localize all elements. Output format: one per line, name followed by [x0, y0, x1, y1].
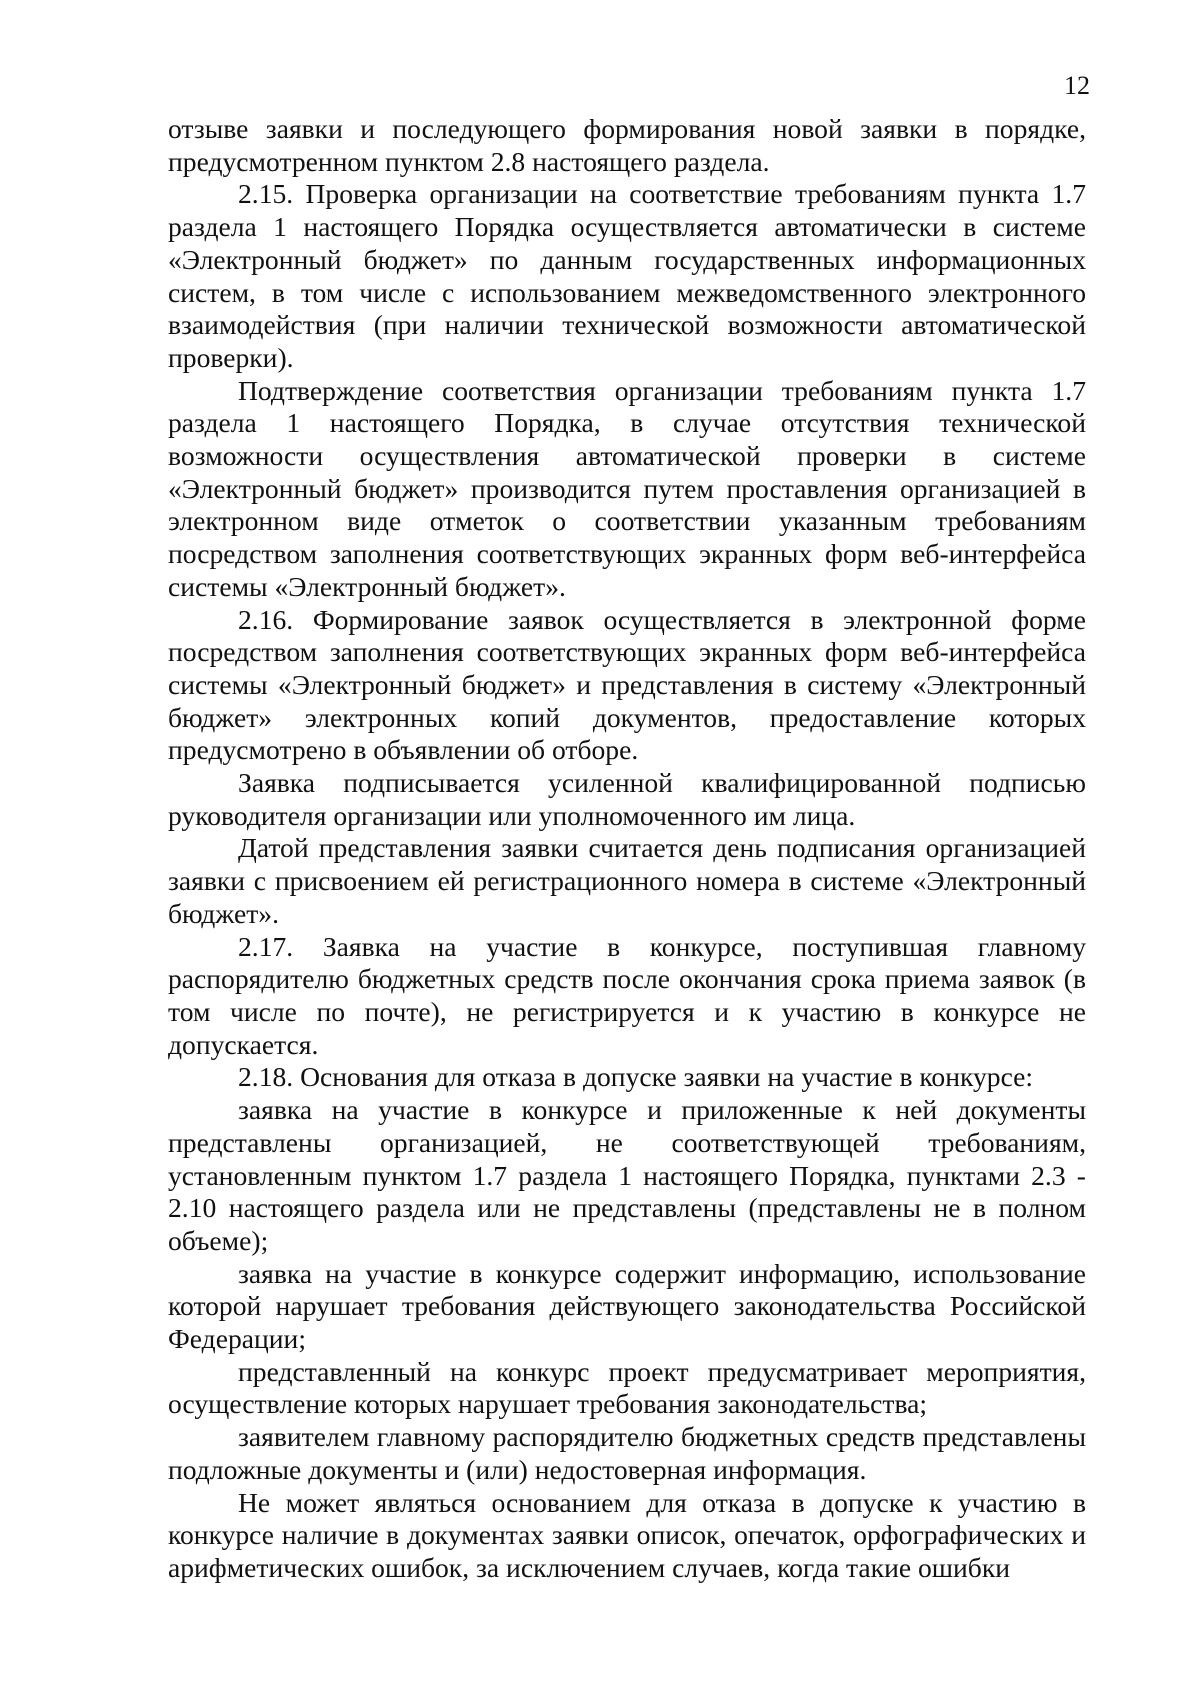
list-item-noncompliance: заявка на участие в конкурсе и приложенные к ней документы представлены организацией, не соответствующей требованиям, установленным пунктом 1.7 раздела 1 настоящего Порядка, пунктами 2.3 - 2.10 настоящего раздела или не представлены (представлены не в полном объеме);	[168, 1094, 1086, 1256]
paragraph-2-15: 2.15. Проверка организации на соответствие требованиям пункта 1.7 раздела 1 настоящего Порядка осуществляется автоматически в системе «Электронный бюджет» по данным государственных информационных систем, в том числе с использованием межведомственного электронного взаимодействия (при наличии технической возможности автоматической проверки).	[168, 178, 1086, 373]
paragraph-submission-date: Датой представления заявки считается день подписания организацией заявки с присвоением ей регистрационного номера в системе «Электронный бюджет».	[168, 832, 1086, 929]
paragraph-typos-not-grounds: Не может являться основанием для отказа в допуске к участию в конкурсе наличие в документах заявки описок, опечаток, орфографических и арифметических ошибок, за исключением случаев, когда такие ошибки	[168, 1486, 1086, 1583]
page-number: 12	[1064, 71, 1090, 100]
paragraph-signature: Заявка подписывается усиленной квалифицированной подписью руководителя организации или уполномоченного им лица.	[168, 767, 1086, 831]
paragraph-2-16: 2.16. Формирование заявок осуществляется в электронной форме посредством заполнения соответствующих экранных форм веб-интерфейса системы «Электронный бюджет» и представления в систему «Электронный бюджет» электронных копий документов, предоставление которых предусмотрено в объявлении об отборе.	[168, 603, 1086, 766]
paragraph-2-18: 2.18. Основания для отказа в допуске заявки на участие в конкурсе:	[238, 1061, 1034, 1093]
list-item-forged-documents: заявителем главному распорядителю бюджетных средств представлены подложные документы и (или) недостоверная информация.	[168, 1421, 1086, 1485]
list-item-illegal-information: заявка на участие в конкурсе содержит информацию, использование которой нарушает требования действующего законодательства Российской Федерации;	[168, 1257, 1086, 1355]
document-body	[168, 113, 1086, 1585]
paragraph-2-17: 2.17. Заявка на участие в конкурсе, поступившая главному распорядителю бюджетных средств после окончания срока приема заявок (в том числе по почте), не регистрируется и к участию в конкурсе не допускается.	[168, 930, 1086, 1060]
paragraph-confirmation: Подтверждение соответствия организации требованиям пункта 1.7 раздела 1 настоящего Порядка, в случае отсутствия технической возможности осуществления автоматической проверки в системе «Электронный бюджет» производится путем проставления организацией в электронном виде отметок о соответствии указанным требованиям посредством заполнения соответствующих экранных форм веб-интерфейса системы «Электронный бюджет».	[168, 374, 1086, 602]
paragraph-continuation: отзыве заявки и последующего формирования новой заявки в порядке, предусмотренном пунктом 2.8 настоящего раздела.	[168, 113, 1086, 177]
list-item-illegal-activities: представленный на конкурс проект предусматривает мероприятия, осуществление которых нарушает требования законодательства;	[168, 1355, 1086, 1420]
